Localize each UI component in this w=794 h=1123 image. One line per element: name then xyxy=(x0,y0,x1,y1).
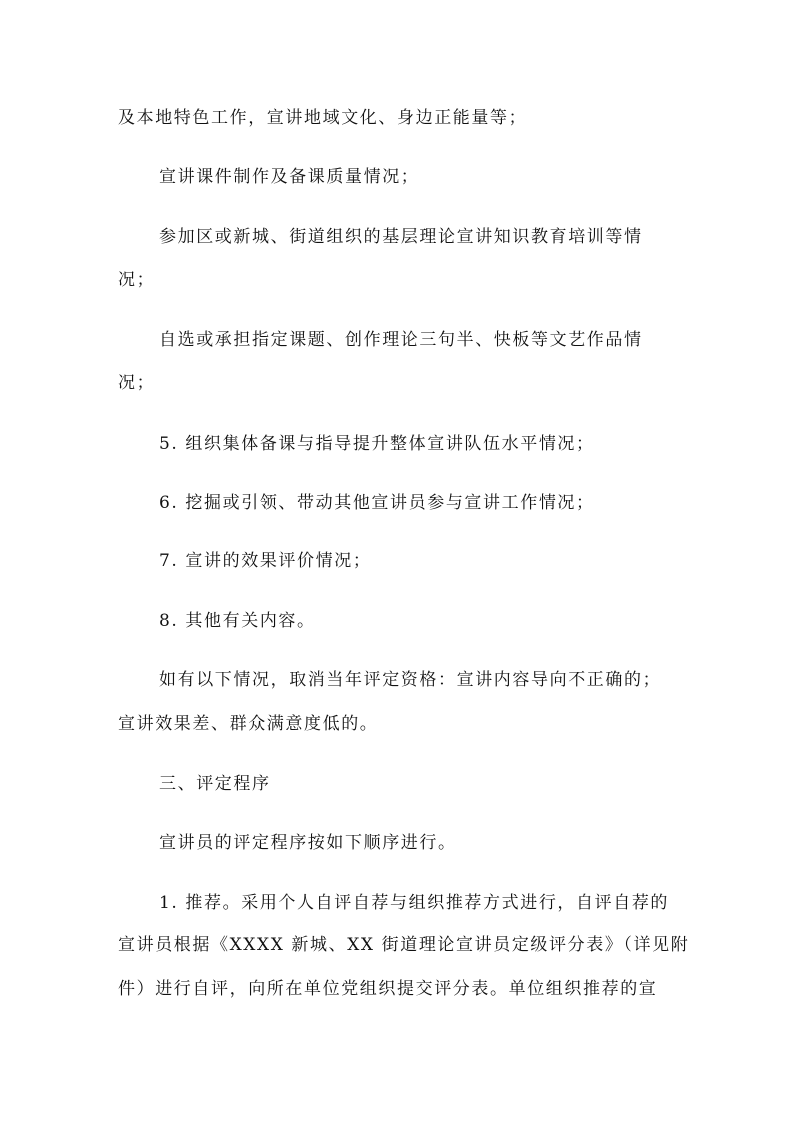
text-line-11: 如有以下情况，取消当年评定资格：宣讲内容导向不正确的； xyxy=(159,670,662,690)
text-line-1: 及本地特色工作，宣讲地域文化、身边正能量等； xyxy=(118,108,528,128)
text-line-12: 宣讲效果差、群众满意度低的。 xyxy=(118,714,379,734)
section-heading: 三、评定程序 xyxy=(159,774,271,794)
text-line-14: 宣讲员的评定程序按如下顺序进行。 xyxy=(159,833,457,853)
text-line-16: 宣讲员根据《XXXX 新城、XX 街道理论宣讲员定级评分表》（详见附 xyxy=(118,935,690,955)
text-line-7: 5. 组织集体备课与指导提升整体宣讲队伍水平情况； xyxy=(159,434,595,454)
text-line-15: 1. 推荐。采用个人自评自荐与组织推荐方式进行，自评自荐的 xyxy=(159,893,670,913)
text-line-5: 自选或承担指定课题、创作理论三句半、快板等文艺作品情 xyxy=(159,330,643,350)
text-line-3: 参加区或新城、街道组织的基层理论宣讲知识教育培训等情 xyxy=(159,227,643,247)
text-line-17: 件）进行自评，向所在单位党组织提交评分表。单位组织推荐的宣 xyxy=(118,979,658,999)
text-line-8: 6. 挖掘或引领、带动其他宣讲员参与宣讲工作情况； xyxy=(159,493,595,513)
text-line-10: 8. 其他有关内容。 xyxy=(159,611,316,631)
text-line-2: 宣讲课件制作及备课质量情况； xyxy=(159,167,420,187)
text-line-9: 7. 宣讲的效果评价情况； xyxy=(159,551,372,571)
text-line-6: 况； xyxy=(118,373,156,393)
text-line-4: 况； xyxy=(118,270,156,290)
